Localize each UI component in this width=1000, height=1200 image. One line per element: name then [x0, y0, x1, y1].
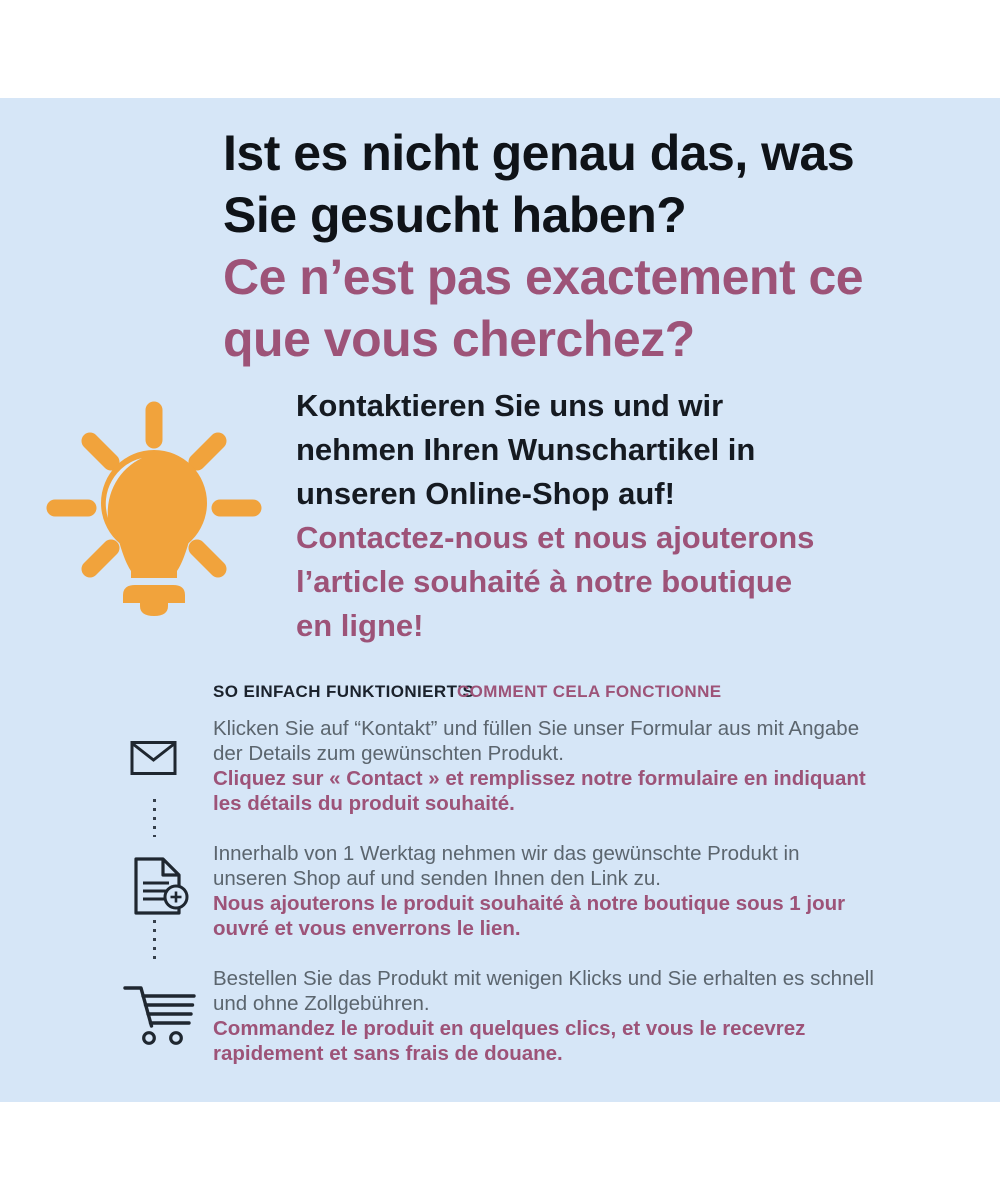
dotted-connector — [153, 920, 156, 964]
page-title — [223, 122, 943, 370]
subtitle-de-line2: nehmen Ihren Wunschartikel in — [296, 432, 756, 467]
step2-de-line1: Innerhalb von 1 Werktag nehmen wir das gewünschte Produkt in — [213, 842, 800, 865]
step1-de-line2: der Details zum gewünschten Produkt. — [213, 742, 564, 765]
step1-fr-line1: Cliquez sur « Contact » et remplissez notre formulaire en indiquant — [213, 767, 866, 790]
envelope-icon — [130, 740, 177, 781]
step3-de-line1: Bestellen Sie das Produkt mit wenigen Klicks und Sie erhalten es schnell — [213, 967, 874, 990]
subtitle-fr-line2: l’article souhaité à notre boutique — [296, 564, 793, 599]
step3-fr-line1: Commandez le produit en quelques clics, et vous le recevrez — [213, 1017, 806, 1040]
step2-de-line2: unseren Shop auf und senden Ihnen den Link zu. — [213, 867, 661, 890]
title-de-line1: Ist es nicht genau das, was — [223, 125, 855, 181]
step-3 — [213, 966, 983, 1066]
title-de-line2: Sie gesucht haben? — [223, 187, 687, 243]
dotted-connector — [153, 799, 156, 837]
step2-fr-line2: ouvré et vous enverrons le lien. — [213, 917, 521, 940]
step3-fr-line2: rapidement et sans frais de douane. — [213, 1042, 563, 1065]
step1-fr-line2: les détails du produit souhaité. — [213, 792, 515, 815]
lightbulb-icon — [38, 396, 270, 631]
title-fr-line2: que vous cherchez? — [223, 311, 695, 367]
hero-subtitle — [296, 384, 896, 648]
section-header-fr: COMMENT CELA FONCTIONNE — [457, 682, 722, 701]
subtitle-de-line1: Kontaktieren Sie uns und wir — [296, 388, 724, 423]
step-2 — [213, 841, 983, 941]
step3-de-line2: und ohne Zollgebühren. — [213, 992, 430, 1015]
section-header-de: SO EINFACH FUNKTIONIERT’S — [213, 682, 475, 701]
step-1 — [213, 716, 983, 816]
title-fr-line1: Ce n’est pas exactement ce — [223, 249, 864, 305]
subtitle-fr-line1: Contactez-nous et nous ajouterons — [296, 520, 815, 555]
shopping-cart-icon — [121, 983, 199, 1050]
subtitle-de-line3: unseren Online-Shop auf! — [296, 476, 675, 511]
step1-de-line1: Klicken Sie auf “Kontakt” und füllen Sie unser Formular aus mit Angabe — [213, 717, 860, 740]
document-add-icon — [127, 856, 193, 921]
subtitle-fr-line3: en ligne! — [296, 608, 424, 643]
step2-fr-line1: Nous ajouterons le produit souhaité à notre boutique sous 1 jour — [213, 892, 846, 915]
